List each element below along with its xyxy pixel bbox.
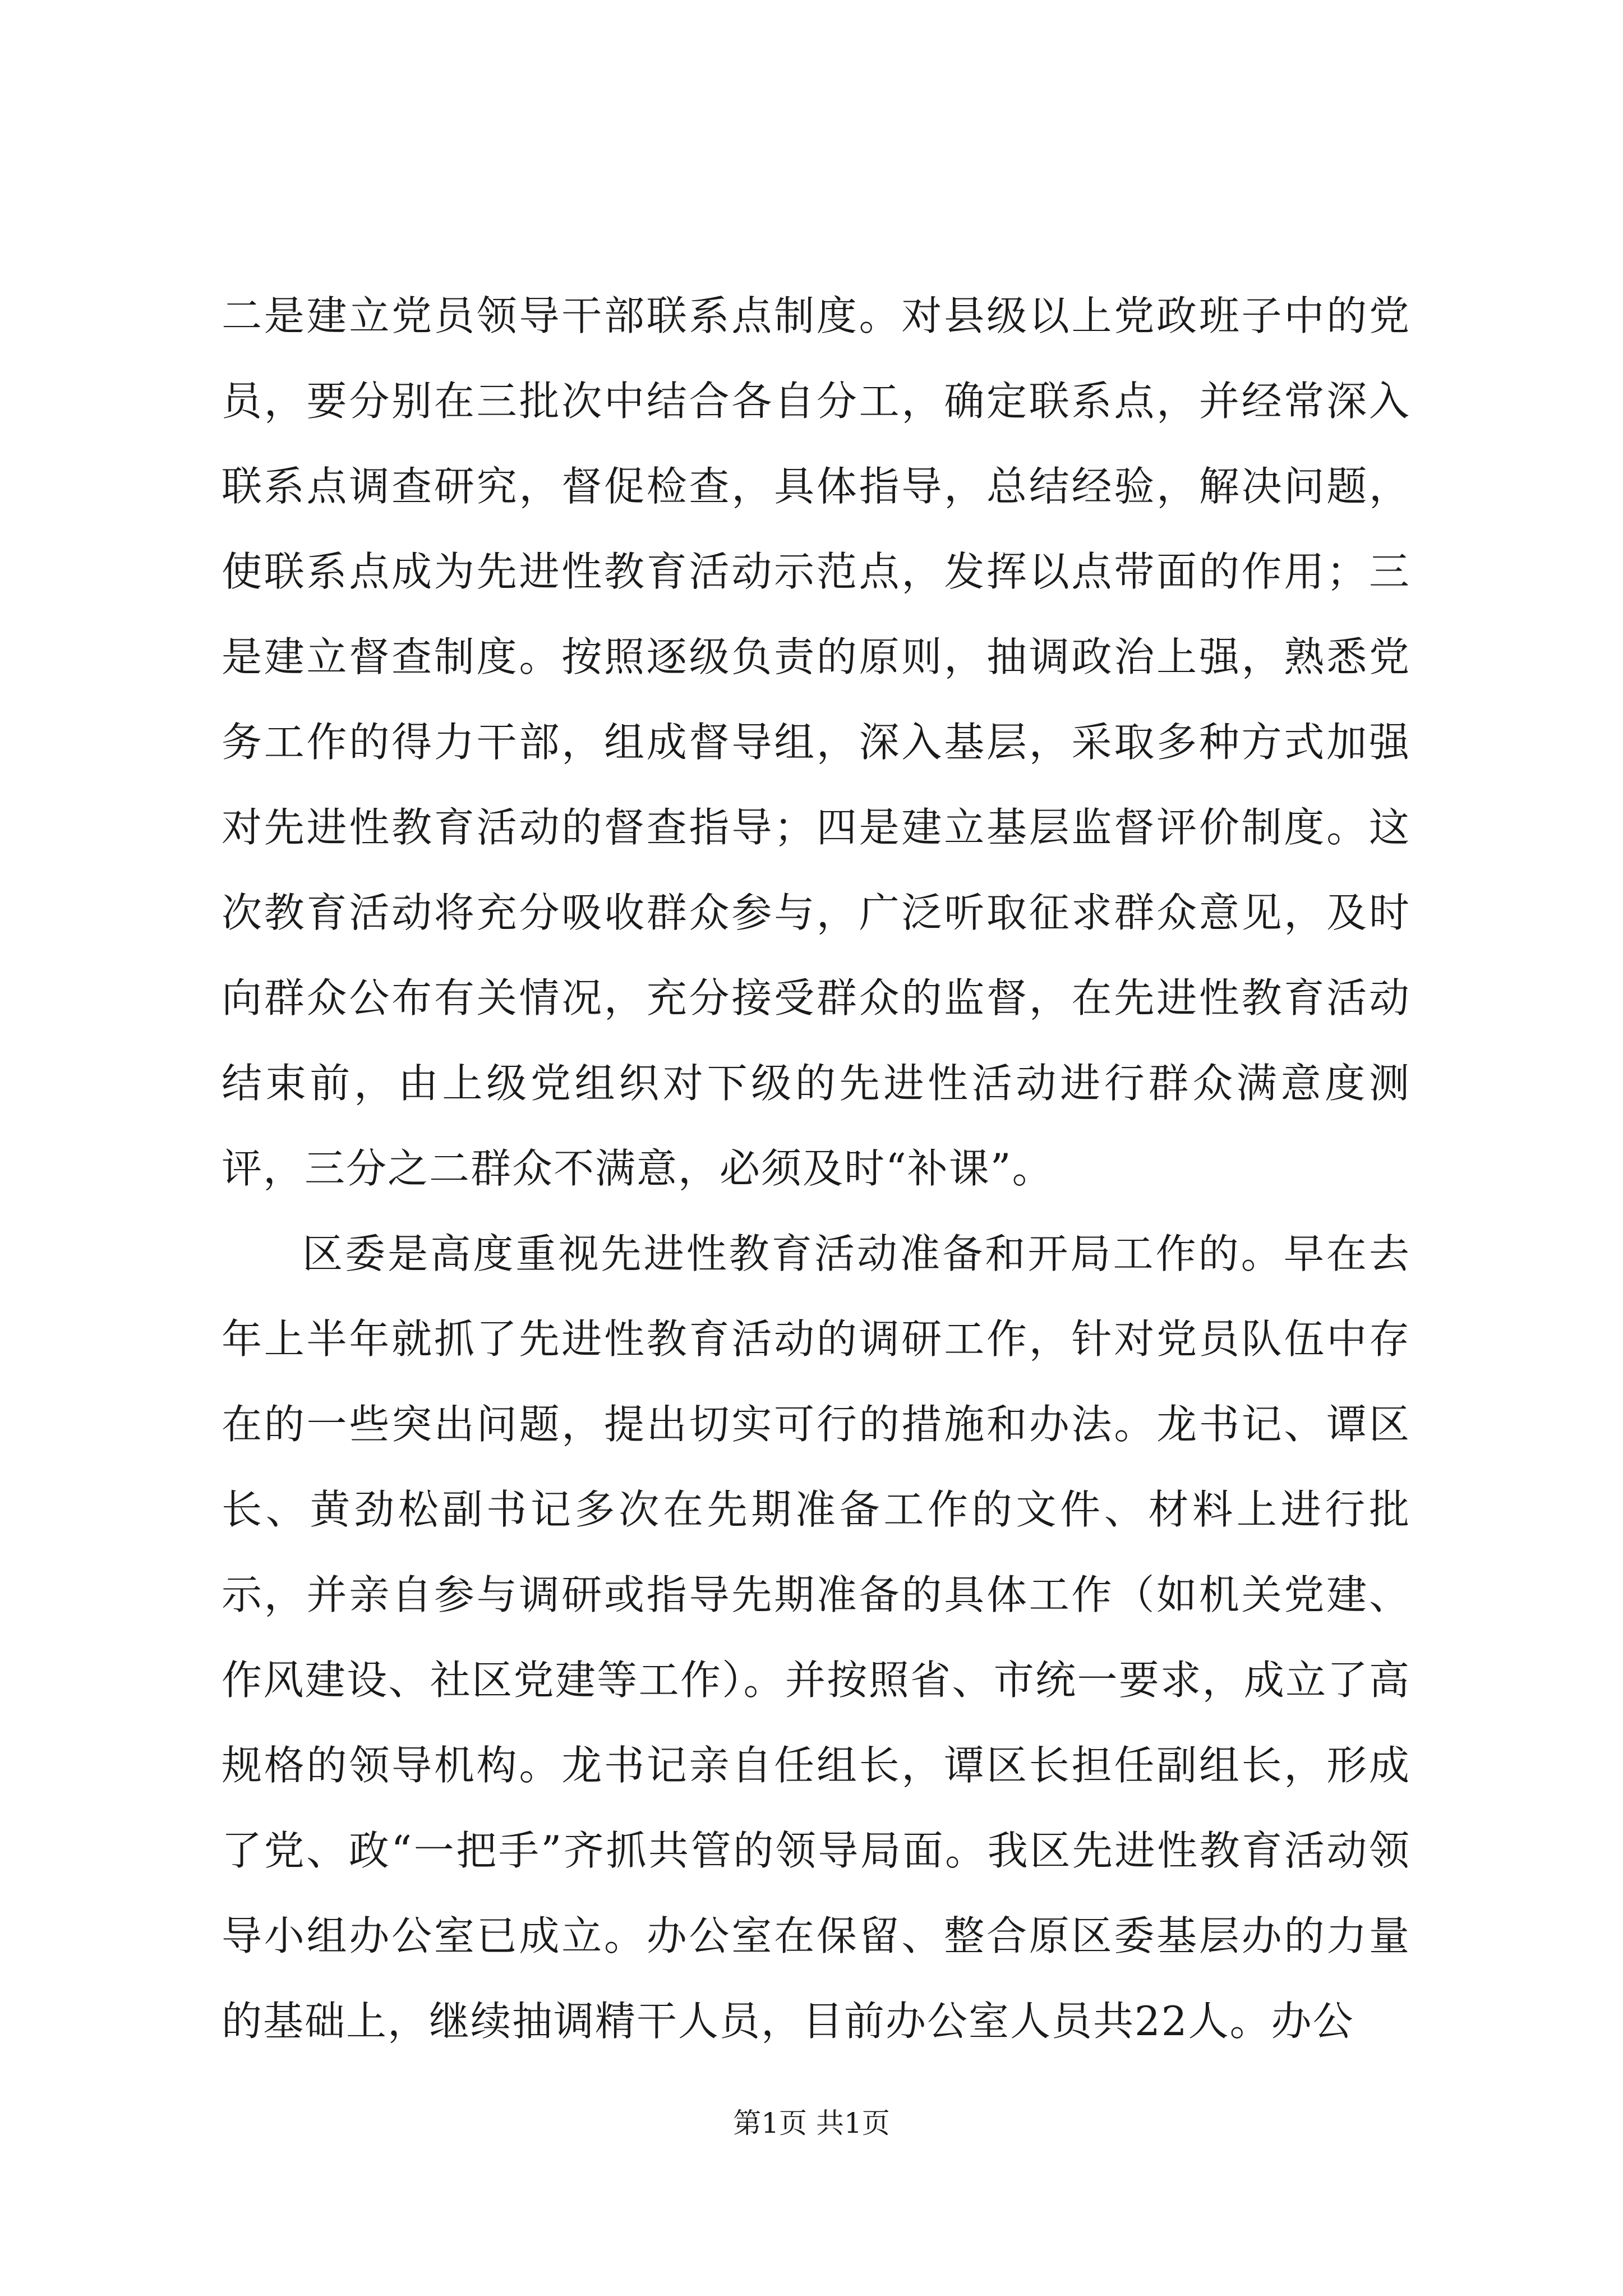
- document-body: [222, 273, 1410, 2064]
- page-footer: 第1页 共1页: [733, 2107, 890, 2139]
- paragraph-1: 二是建立党员领导干部联系点制度。对县级以上党政班子中的党员，要分别在三批次中结合各自分工，确定联系点，并经常深入联系点调查研究，督促检查，具体指导，总结经验，解决问题，使联系点成为先进性教育活动示范点，发挥以点带面的作用；三是建立督查制度。按照逐级负责的原则，抽调政治上强，熟悉党务工作的得力干部，组成督导组，深入基层，采取多种方式加强对先进性教育活动的督查指导；四是建立基层监督评价制度。这次教育活动将充分吸收群众参与，广泛听取征求群众意见，及时向群众公布有关情况，充分接受群众的监督，在先进性教育活动结束前，由上级党组织对下级的先进性活动进行群众满意度测评，三分之二群众不满意，必须及时“补课”。: [222, 292, 1410, 1192]
- paragraph-2: 区委是高度重视先进性教育活动准备和开局工作的。早在去年上半年就抓了先进性教育活动的调研工作，针对党员队伍中存在的一些突出问题，提出切实可行的措施和办法。龙书记、谭区长、黄劲松副书记多次在先期准备工作的文件、材料上进行批示，并亲自参与调研或指导先期准备的具体工作（如机关党建、作风建设、社区党建等工作）。并按照省、市统一要求，成立了高规格的领导机构。龙书记亲自任组长，谭区长担任副组长，形成了党、政“一把手”齐抓共管的领导局面。我区先进性教育活动领导小组办公室已成立。办公室在保留、整合原区委基层办的力量的基础上，继续抽调精干人员，目前办公室人员共22人。办公: [222, 1230, 1410, 2045]
